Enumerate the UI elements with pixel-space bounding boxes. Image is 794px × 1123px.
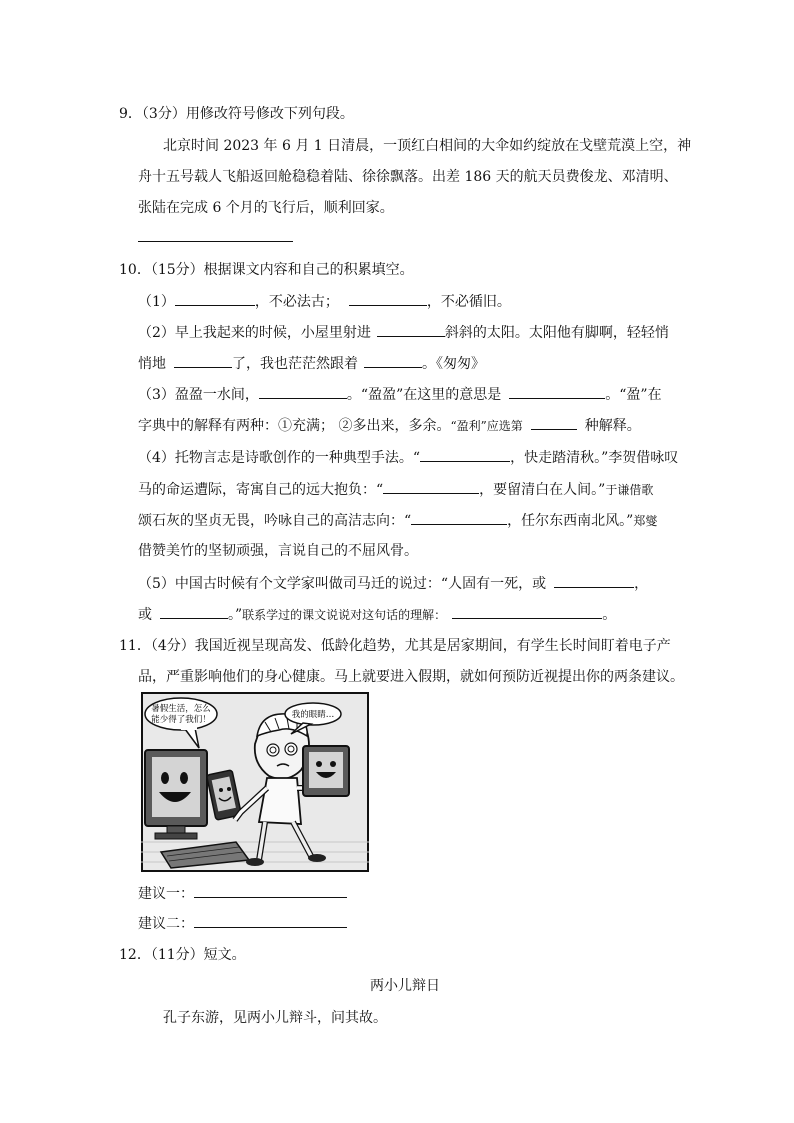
q10-item-5-text-c: 或 bbox=[138, 607, 152, 623]
q12-passage-line-1: 孔子东游，见两小儿辩斗，问其故。 bbox=[163, 1010, 387, 1026]
q9-paragraph-line-1: 北京时间 2023 年 6 月 1 日清晨，一顶红白相间的大伞如约绽放在戈壁荒漠上空，神 bbox=[163, 138, 692, 154]
q10-item-5-text-f: 。 bbox=[602, 607, 617, 623]
bubble-left-text-2: 能少得了我们！ bbox=[151, 715, 211, 725]
q9-paragraph-line-3: 张陆在完成 6 个月的飞行后，顺利回家。 bbox=[138, 200, 394, 216]
q10-item-4-text-c: 马的命运遭际，寄寓自己的远大抱负：“ bbox=[138, 482, 384, 498]
q10-item-4-text-d: ，要留清白在人间。” bbox=[479, 482, 606, 498]
q10-item-1-text-a: ，不必法古； bbox=[254, 294, 339, 310]
q10-blank-2[interactable] bbox=[349, 291, 427, 306]
q10-item-4-text-g: ，任尔东西南北风。” bbox=[507, 513, 634, 529]
q10-blank-9[interactable] bbox=[420, 447, 510, 462]
q10-item-4-line-4: 借赞美竹的坚韧顽强，言说自己的不屈风骨。 bbox=[138, 543, 418, 559]
q10-item-3-line-2 bbox=[138, 415, 641, 436]
q10-blank-1[interactable] bbox=[175, 291, 255, 306]
q10-item-3-text-a: （3）盈盈一水间， bbox=[138, 387, 259, 403]
bubble-left-text-1: 暑假生活，怎么 bbox=[151, 704, 211, 714]
q10-item-5-text-e: 联系学过的课文说说对这句话的理解： bbox=[242, 608, 447, 622]
q10-item-2-line-2 bbox=[138, 353, 485, 374]
q11-suggestion-2 bbox=[138, 913, 347, 934]
cartoon-illustration bbox=[141, 692, 369, 872]
q10-item-5-line-1 bbox=[138, 573, 648, 594]
q10-blank-3[interactable] bbox=[377, 322, 445, 337]
q10-item-4-text-e: 于谦借歌 bbox=[605, 483, 654, 497]
q10-item-3-line-1 bbox=[138, 384, 662, 405]
q10-blank-6[interactable] bbox=[259, 384, 347, 399]
q11-paragraph-line-2: 品，严重影响他们的身心健康。马上就要进入假期，就如何预防近视提出你的两条建议。 bbox=[138, 669, 684, 685]
q12-header: 12．（11分）短文。 bbox=[119, 947, 246, 963]
q10-item-2-text-e: 。《匆匆》 bbox=[422, 356, 485, 372]
q10-item-4-line-3 bbox=[138, 510, 657, 531]
q11-header: 11．（4分）我国近视呈现高发、低龄化趋势，尤其是居家期间，有学生长时间盯着电子产 bbox=[119, 638, 671, 654]
q11-suggestion-2-label: 建议二： bbox=[138, 916, 194, 932]
q10-item-1 bbox=[138, 291, 511, 312]
q10-blank-8[interactable] bbox=[531, 415, 577, 430]
q10-item-3-text-c: 。“盈”在 bbox=[605, 387, 662, 403]
q12-passage-title: 两小儿辩日 bbox=[370, 978, 440, 994]
q10-item-1-text-b: ，不必循旧。 bbox=[426, 294, 511, 310]
monitor-right-icon bbox=[303, 746, 349, 796]
q10-item-2-line-1 bbox=[138, 322, 669, 343]
q10-item-4-line-2 bbox=[138, 479, 653, 500]
q10-item-5-text-d: 。” bbox=[228, 607, 243, 623]
q11-suggestion-1-label: 建议一： bbox=[138, 886, 194, 902]
q10-item-2-text-c: 悄地 bbox=[138, 356, 166, 372]
q10-blank-5[interactable] bbox=[364, 353, 422, 368]
q9-paragraph-line-2: 舟十五号载人飞船返回舱稳稳着陆、徐徐飘落。出差 186 天的航天员费俊龙、邓清明、 bbox=[138, 169, 678, 185]
q10-blank-14[interactable] bbox=[452, 604, 602, 619]
q10-item-3-text-e: “盈利”应选第 bbox=[450, 419, 523, 433]
q10-item-5-line-2 bbox=[138, 604, 616, 625]
q10-item-3-text-f: 种解释。 bbox=[584, 418, 641, 434]
q10-item-5-text-a: （5）中国古时候有个文学家叫做司马迁的说过：“人固有一死，或 bbox=[138, 576, 547, 592]
q9-answer-line[interactable] bbox=[138, 241, 293, 242]
q11-suggestion-1-blank[interactable] bbox=[194, 883, 347, 898]
q10-blank-10[interactable] bbox=[383, 479, 479, 494]
q10-item-4-text-h: 郑燮 bbox=[633, 514, 658, 528]
q10-item-2-text-b: 斜斜的太阳。太阳他有脚啊，轻轻悄 bbox=[444, 325, 669, 341]
q10-item-3-text-b: 。“盈盈”在这里的意思是 bbox=[346, 387, 502, 403]
q11-suggestion-1 bbox=[138, 883, 347, 904]
q10-header: 10．（15分）根据课文内容和自己的积累填空。 bbox=[119, 262, 414, 278]
q10-item-4-line-1 bbox=[138, 447, 678, 468]
q10-item-4-text-f: 颂石灰的坚贞无畏，吟咏自己的高洁志向：“ bbox=[138, 513, 412, 529]
q9-header: 9．（3分）用修改符号修改下列句段。 bbox=[119, 106, 354, 122]
q10-item-1-label: （1） bbox=[138, 294, 175, 310]
q10-item-4-text-a: （4）托物言志是诗歌创作的一种典型手法。“ bbox=[138, 450, 421, 466]
q10-blank-13[interactable] bbox=[160, 604, 228, 619]
q10-blank-12[interactable] bbox=[554, 573, 634, 588]
q10-blank-7[interactable] bbox=[509, 384, 605, 399]
q10-item-3-text-d: 字典中的解释有两种：①充满； ②多出来，多余。 bbox=[138, 418, 451, 434]
q11-suggestion-2-blank[interactable] bbox=[194, 913, 347, 928]
q10-blank-11[interactable] bbox=[411, 510, 507, 525]
bubble-right-text: 我的眼睛… bbox=[291, 710, 335, 720]
q10-item-2-text-a: （2）早上我起来的时候，小屋里射进 bbox=[138, 325, 371, 341]
q10-item-5-text-b: ， bbox=[634, 576, 649, 592]
monitor-left-icon bbox=[145, 750, 207, 839]
q10-item-4-text-b: ，快走踏清秋。”李贺借咏叹 bbox=[510, 450, 679, 466]
q10-item-2-text-d: 了，我也茫茫然跟着 bbox=[232, 356, 358, 372]
q10-blank-4[interactable] bbox=[174, 353, 232, 368]
